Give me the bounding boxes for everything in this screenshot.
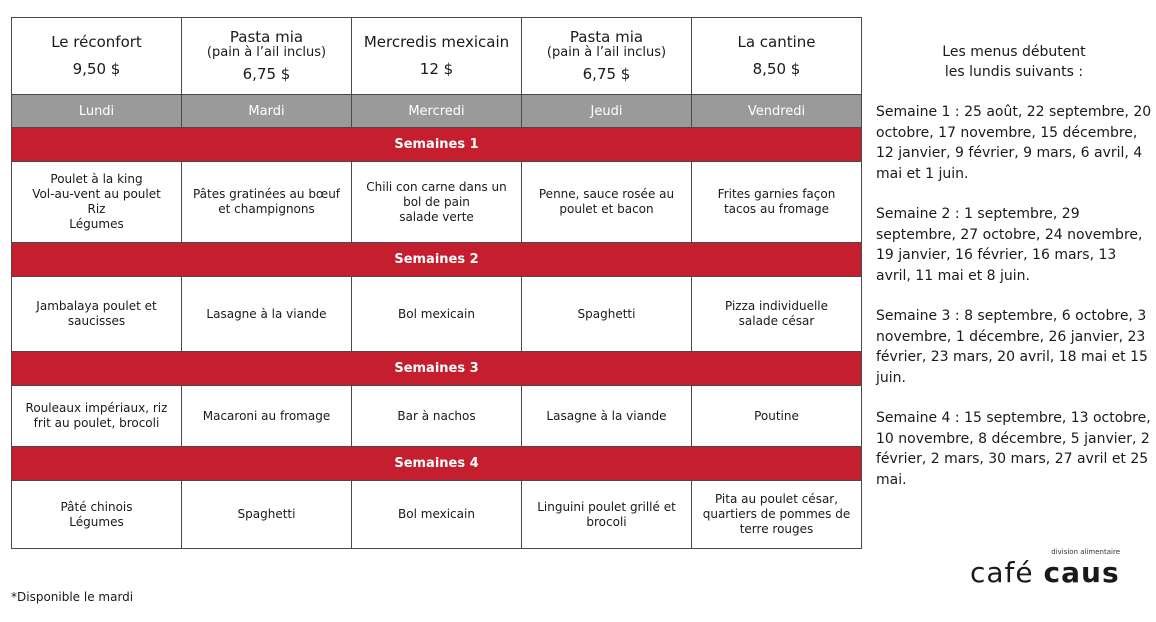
- dish-cell: [352, 386, 522, 447]
- day-row: [12, 95, 862, 128]
- schedule-title-line: Les menus débutent: [942, 44, 1086, 60]
- dish-cell: [692, 481, 862, 549]
- header-monday: [12, 18, 182, 95]
- dish-cell: [182, 162, 352, 243]
- dish-line: poulet et bacon: [559, 202, 654, 216]
- menu-title: Mercredis mexicain: [363, 33, 510, 51]
- schedule-week-dates: : 15 septembre, 13 octobre, 10 novembre, 8 décembre, 5 janvier, 2 février, 2 mars, 30 mars, 27 avril et 25 mai.: [876, 410, 1151, 488]
- schedule-week-4: [876, 408, 1152, 490]
- dish-line: frit au poulet, brocoli: [33, 416, 160, 430]
- week-band-row: [12, 243, 862, 277]
- dish-cell: [352, 162, 522, 243]
- dish-cell: [522, 277, 692, 352]
- dish-line: salade verte: [399, 209, 474, 224]
- dish-cell: [182, 481, 352, 549]
- brand-name: [970, 558, 1120, 588]
- dish-cell: [692, 277, 862, 352]
- day-tuesday: Mardi: [182, 95, 352, 128]
- dish-line: Penne, sauce rosée au: [538, 187, 675, 201]
- brand-name-bold: caus: [1043, 556, 1120, 589]
- dish-row: [12, 481, 862, 549]
- menu-title: Le réconfort: [51, 33, 142, 51]
- dish-line: saucisses: [67, 314, 126, 328]
- week-band: Semaines 2: [12, 243, 862, 277]
- menu-title: Pasta mia: [229, 28, 304, 46]
- brand-name-light: café: [970, 556, 1044, 589]
- menu-price: 6,75 $: [582, 65, 631, 83]
- menu-price: 9,50 $: [72, 60, 121, 78]
- dish-line: Jambalaya poulet et: [36, 299, 157, 313]
- week-band-row: [12, 352, 862, 386]
- schedule-week-1: [876, 102, 1152, 184]
- dish-cell: [182, 277, 352, 352]
- dish-line: Bar à nachos: [397, 408, 476, 423]
- menu-subtitle: (pain à l’ail inclus): [206, 45, 327, 60]
- week-band-row: [12, 447, 862, 481]
- day-monday: Lundi: [12, 95, 182, 128]
- menu-title: Pasta mia: [569, 28, 644, 46]
- dish-cell: [12, 162, 182, 243]
- dish-line: Rouleaux impériaux, riz: [25, 401, 168, 415]
- dish-line: quartiers de pommes de: [702, 507, 851, 521]
- dish-line: terre rouges: [739, 522, 814, 536]
- dish-line: Poutine: [754, 408, 799, 423]
- dish-line: et champignons: [218, 202, 315, 216]
- dish-cell: [522, 481, 692, 549]
- header-wednesday: [352, 18, 522, 95]
- menu-price: 12 $: [419, 60, 454, 78]
- dish-line: Spaghetti: [237, 507, 296, 521]
- dish-cell: [692, 162, 862, 243]
- dish-line: Macaroni au fromage: [202, 408, 331, 423]
- dish-cell: [12, 386, 182, 447]
- menu-title: La cantine: [737, 33, 816, 51]
- schedule-week-2: [876, 204, 1152, 286]
- header-friday: [692, 18, 862, 95]
- dish-line: brocoli: [586, 514, 627, 529]
- schedule-week-dates: : 1 septembre, 29 septembre, 27 octobre, 24 novembre, 19 janvier, 16 février, 16 mars, 13 avril, 11 mai et 8 juin.: [876, 206, 1143, 284]
- schedule-title: [876, 42, 1152, 82]
- brand-logo: [970, 548, 1120, 592]
- dish-line: Frites garnies façon: [717, 187, 836, 201]
- header-tuesday: [182, 18, 352, 95]
- dish-cell: [692, 386, 862, 447]
- dish-line: Légumes: [69, 514, 124, 529]
- dish-cell: [12, 481, 182, 549]
- dish-row: [12, 386, 862, 447]
- day-wednesday: Mercredi: [352, 95, 522, 128]
- dish-line: bol de pain: [403, 194, 470, 209]
- menu-price: 8,50 $: [752, 60, 801, 78]
- schedule-week-dates: : 8 septembre, 6 octobre, 3 novembre, 1 décembre, 26 janvier, 23 février, 23 mars, 20 avril, 18 mai et 15 juin.: [876, 308, 1148, 386]
- dish-line: salade césar: [738, 314, 815, 328]
- schedule-week-label: Semaine 1: [876, 104, 951, 120]
- dish-line: Légumes: [69, 217, 124, 231]
- dish-line: Spaghetti: [577, 306, 636, 321]
- week-band: Semaines 4: [12, 447, 862, 481]
- dish-row: [12, 162, 862, 243]
- dish-line: Pita au poulet césar,: [714, 492, 839, 506]
- schedule-panel: [876, 42, 1152, 510]
- dish-line: Lasagne à la viande: [206, 306, 327, 321]
- dish-line: Bol mexicain: [398, 507, 475, 521]
- schedule-title-line: les lundis suivants :: [944, 64, 1084, 80]
- schedule-week-3: [876, 306, 1152, 388]
- dish-line: Pizza individuelle: [724, 299, 829, 313]
- dish-line: Pâtes gratinées au bœuf: [192, 187, 341, 201]
- footnote: *Disponible le mardi: [11, 590, 134, 604]
- schedule-week-dates: : 25 août, 22 septembre, 20 octobre, 17 novembre, 15 décembre, 12 janvier, 9 février, 9 mars, 6 avril, 4 mai et 1 juin.: [876, 104, 1152, 182]
- dish-line: Poulet à la king: [50, 172, 143, 186]
- dish-line: Chili con carne dans un: [366, 179, 507, 194]
- dish-cell: [182, 386, 352, 447]
- week-band: Semaines 1: [12, 128, 862, 162]
- dish-line: Bol mexicain: [398, 306, 475, 321]
- schedule-week-label: Semaine 2: [876, 206, 951, 222]
- dish-cell: [522, 386, 692, 447]
- dish-cell: [522, 162, 692, 243]
- week-band-row: [12, 128, 862, 162]
- dish-line: Lasagne à la viande: [546, 408, 667, 423]
- dish-line: Riz: [87, 202, 106, 216]
- menu-price: 6,75 $: [242, 65, 291, 83]
- dish-cell: [12, 277, 182, 352]
- menu-subtitle: (pain à l’ail inclus): [546, 45, 667, 60]
- week-band: Semaines 3: [12, 352, 862, 386]
- dish-row: [12, 277, 862, 352]
- dish-cell: [352, 481, 522, 549]
- schedule-week-label: Semaine 3: [876, 308, 951, 324]
- header-thursday: [522, 18, 692, 95]
- schedule-week-label: Semaine 4: [876, 410, 951, 426]
- dish-line: Vol-au-vent au poulet: [32, 187, 161, 201]
- dish-cell: [352, 277, 522, 352]
- dish-line: Linguini poulet grillé et: [537, 499, 676, 514]
- price-header-row: [12, 18, 862, 95]
- brand-tagline: division alimentaire: [1051, 548, 1120, 556]
- dish-line: Pâté chinois: [60, 499, 133, 514]
- day-friday: Vendredi: [692, 95, 862, 128]
- day-thursday: Jeudi: [522, 95, 692, 128]
- dish-line: tacos au fromage: [723, 202, 830, 216]
- menu-table: [11, 17, 862, 549]
